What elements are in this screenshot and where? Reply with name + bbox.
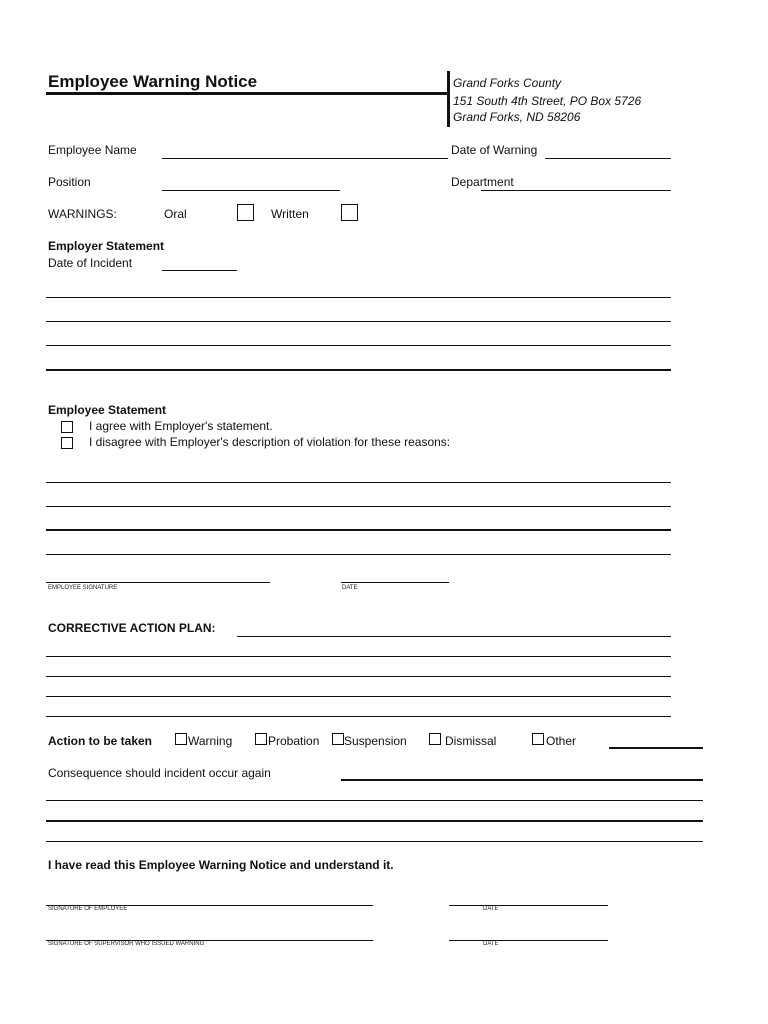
employee-sign-date-caption: DATE: [483, 906, 499, 912]
oral-checkbox[interactable]: [237, 204, 254, 221]
warning-checkbox[interactable]: [175, 733, 187, 745]
written-label: Written: [271, 207, 309, 221]
other-checkbox[interactable]: [532, 733, 544, 745]
corrective-action-line-2[interactable]: [46, 656, 671, 657]
acknowledgement-statement: I have read this Employee Warning Notice and understand it.: [48, 858, 394, 872]
employee-statement-line-4[interactable]: [46, 554, 671, 555]
supervisor-sign-date-caption: DATE: [483, 941, 499, 947]
other-option-label: Other: [546, 734, 577, 748]
corrective-action-line-4[interactable]: [46, 696, 671, 697]
consequence-line-1[interactable]: [341, 779, 703, 781]
signature-of-employee-caption: SIGNATURE OF EMPLOYEE: [48, 906, 128, 912]
date-of-incident-label: Date of Incident: [48, 256, 133, 270]
agree-checkbox[interactable]: [61, 421, 73, 433]
header-divider: [447, 71, 450, 127]
address-line-3: Grand Forks, ND 58206: [453, 110, 581, 124]
form-title: Employee Warning Notice: [48, 72, 258, 91]
consequence-line-2[interactable]: [46, 800, 703, 801]
department-field[interactable]: [481, 190, 671, 191]
date-of-incident-field[interactable]: [162, 270, 237, 271]
supervisor-sign-date-line[interactable]: [449, 940, 608, 941]
employee-date-field[interactable]: [341, 582, 449, 583]
employee-signature-caption: EMPLOYEE SIGNATURE: [48, 585, 118, 591]
other-specify-field[interactable]: [609, 747, 703, 749]
corrective-action-line-5[interactable]: [46, 716, 671, 717]
position-field[interactable]: [162, 190, 340, 191]
consequence-line-4[interactable]: [46, 841, 703, 842]
probation-checkbox[interactable]: [255, 733, 267, 745]
employee-sign-date-line[interactable]: [449, 905, 608, 906]
employee-statement-heading: Employee Statement: [48, 403, 167, 417]
corrective-action-line-1[interactable]: [237, 636, 671, 637]
employer-statement-line-1[interactable]: [46, 297, 671, 298]
position-label: Position: [48, 175, 91, 189]
corrective-action-heading: CORRECTIVE ACTION PLAN:: [48, 621, 216, 635]
disagree-checkbox[interactable]: [61, 437, 73, 449]
employer-statement-line-4[interactable]: [46, 369, 671, 371]
employer-statement-line-3[interactable]: [46, 345, 671, 346]
employee-date-caption: DATE: [342, 585, 358, 591]
dismissal-checkbox[interactable]: [429, 733, 441, 745]
action-to-be-taken-label: Action to be taken: [48, 734, 153, 748]
employee-signature-field[interactable]: [46, 582, 270, 583]
employee-statement-line-3[interactable]: [46, 529, 671, 531]
signature-of-supervisor-caption: SIGNATURE OF SUPERVISOR WHO ISSUED WARNING: [48, 941, 205, 947]
address-line-1: Grand Forks County: [453, 76, 562, 90]
disagree-label: I disagree with Employer's description of violation for these reasons:: [89, 435, 451, 449]
employer-statement-line-2[interactable]: [46, 321, 671, 322]
suspension-checkbox[interactable]: [332, 733, 344, 745]
suspension-option-label: Suspension: [344, 734, 407, 748]
dismissal-option-label: Dismissal: [445, 734, 497, 748]
date-of-warning-label: Date of Warning: [451, 143, 538, 157]
employee-statement-line-2[interactable]: [46, 506, 671, 507]
probation-option-label: Probation: [268, 734, 320, 748]
address-line-2: 151 South 4th Street, PO Box 5726: [453, 94, 642, 108]
employee-name-label: Employee Name: [48, 143, 137, 157]
employer-statement-heading: Employer Statement: [48, 239, 165, 253]
title-underline: [46, 92, 448, 95]
consequence-line-3[interactable]: [46, 820, 703, 822]
corrective-action-line-3[interactable]: [46, 676, 671, 677]
warnings-label: WARNINGS:: [48, 207, 117, 221]
agree-label: I agree with Employer's statement.: [89, 419, 273, 433]
written-checkbox[interactable]: [341, 204, 358, 221]
warning-option-label: Warning: [188, 734, 233, 748]
oral-label: Oral: [164, 207, 187, 221]
department-label: Department: [451, 175, 514, 189]
consequence-label: Consequence should incident occur again: [48, 766, 271, 780]
date-of-warning-field[interactable]: [545, 158, 671, 159]
employee-statement-line-1[interactable]: [46, 482, 671, 483]
employee-name-field[interactable]: [162, 158, 448, 159]
